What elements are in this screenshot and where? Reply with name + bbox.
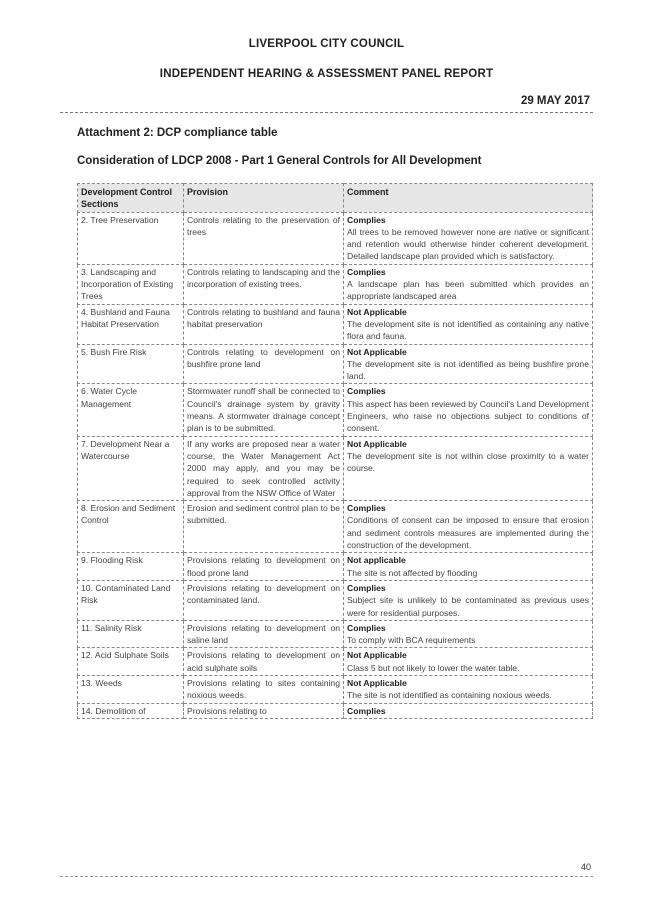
report-title: INDEPENDENT HEARING & ASSESSMENT PANEL REPORT	[159, 68, 494, 80]
compliance-status: Not Applicable	[347, 306, 407, 317]
row-section: 14. Demolition of	[78, 703, 184, 718]
compliance-status: Complies	[347, 622, 386, 633]
row-comment-cell	[344, 675, 593, 703]
row-comment: The development site is not identified as being bushfire prone land.	[347, 358, 589, 382]
compliance-status: Complies	[347, 503, 386, 514]
attachment-title: Attachment 2: DCP compliance table	[77, 127, 278, 139]
compliance-status: Complies	[347, 582, 386, 593]
row-comment-cell	[344, 304, 593, 344]
row-provision: Provisions relating to development on contaminated land.	[184, 580, 344, 620]
table-row	[78, 304, 593, 344]
compliance-status: Complies	[347, 266, 386, 277]
table-row	[78, 648, 593, 676]
page-number: 40	[580, 862, 591, 872]
compliance-status: Complies	[347, 386, 386, 397]
row-section: 6. Water Cycle Management	[78, 384, 184, 436]
council-name: LIVERPOOL CITY COUNCIL	[248, 38, 405, 50]
row-provision: Controls relating to development on bushfire prone land	[184, 344, 344, 384]
table-row	[78, 580, 593, 620]
dcp-compliance-table	[77, 183, 593, 719]
row-comment-cell	[344, 344, 593, 384]
table-row	[78, 436, 593, 500]
row-provision: Erosion and sediment control plan to be submitted.	[184, 501, 344, 553]
row-comment: All trees to be removed however none are native or significant and retention would otherwise hinder coherent development. Detailed landscape plan provided which is satisfactory.	[347, 226, 589, 262]
row-comment: This aspect has been reviewed by Council's Land Development Engineers, who raise no objections subject to conditions of consent.	[347, 398, 589, 434]
row-section: 13. Weeds	[78, 675, 184, 703]
row-comment: Subject site is unlikely to be contaminated as previous uses were for residential purposes.	[347, 595, 589, 618]
row-comment-cell	[344, 384, 593, 436]
row-comment-cell	[344, 580, 593, 620]
row-comment-cell	[344, 212, 593, 264]
column-header-comment: Comment	[344, 184, 593, 213]
row-comment-cell	[344, 620, 593, 648]
header-divider	[60, 112, 593, 113]
table-row	[78, 553, 593, 581]
table-row	[78, 675, 593, 703]
footer-divider	[60, 876, 593, 877]
report-date: 29 MAY 2017	[520, 95, 590, 107]
row-comment: Class 5 but not likely to lower the water table.	[347, 662, 520, 673]
row-section: 3. Landscaping and Incorporation of Existing Trees	[78, 264, 184, 304]
row-provision: Controls relating to the preservation of trees	[184, 212, 344, 264]
row-comment: To comply with BCA requirements	[347, 635, 476, 646]
table-row	[78, 212, 593, 264]
column-header-provision: Provision	[184, 184, 344, 213]
row-section: 5. Bush Fire Risk	[78, 344, 184, 384]
table-body	[78, 212, 593, 718]
compliance-status: Complies	[347, 705, 386, 716]
table-row	[78, 703, 593, 718]
row-comment-cell	[344, 501, 593, 553]
consideration-title: Consideration of LDCP 2008 - Part 1 General Controls for All Development	[77, 155, 482, 167]
compliance-status: Not Applicable	[347, 346, 407, 357]
compliance-status: Not applicable	[347, 555, 406, 566]
table-row	[78, 344, 593, 384]
row-comment: The site is not identified as containing noxious weeds.	[347, 690, 552, 701]
row-section: 10. Contaminated Land Risk	[78, 580, 184, 620]
row-section: 4. Bushland and Fauna Habitat Preservation	[78, 304, 184, 344]
row-section: 7. Development Near a Watercourse	[78, 436, 184, 500]
table-row	[78, 384, 593, 436]
row-comment: Conditions of consent can be imposed to ensure that erosion and sediment controls measures are implemented during the construction of the development.	[347, 515, 589, 551]
row-section: 11. Salinity Risk	[78, 620, 184, 648]
row-comment: A landscape plan has been submitted which provides an appropriate landscaped area	[347, 279, 589, 302]
row-comment: The site is not affected by flooding	[347, 567, 478, 578]
row-provision: Controls relating to landscaping and the incorporation of existing trees.	[184, 264, 344, 304]
row-comment-cell	[344, 553, 593, 581]
row-comment: The development site is not within close proximity to a water course.	[347, 450, 589, 474]
row-comment-cell	[344, 264, 593, 304]
row-provision: Provisions relating to development on saline land	[184, 620, 344, 648]
row-comment-cell	[344, 703, 593, 718]
row-provision: Provisions relating to sites containing noxious weeds.	[184, 675, 344, 703]
compliance-status: Not Applicable	[347, 677, 407, 688]
row-provision: Stormwater runoff shall be connected to Council's drainage system by gravity means. A stormwater drainage concept plan is to be submitted.	[184, 384, 344, 436]
row-provision: Provisions relating to	[184, 703, 344, 718]
row-section: 2. Tree Preservation	[78, 212, 184, 264]
row-comment-cell	[344, 648, 593, 676]
table-row	[78, 620, 593, 648]
compliance-status: Not Applicable	[347, 650, 407, 661]
table-row	[78, 264, 593, 304]
row-provision: Controls relating to bushland and fauna habitat preservation	[184, 304, 344, 344]
row-provision: Provisions relating to development on acid sulphate soils	[184, 648, 344, 676]
row-provision: If any works are proposed near a water course, the Water Management Act 2000 may apply, and you may be required to seek controlled activity approval from the NSW Office of Water	[184, 436, 344, 500]
row-comment-cell	[344, 436, 593, 500]
table-header-row	[78, 184, 593, 213]
column-header-section: Development Control Sections	[78, 184, 184, 213]
table-row	[78, 501, 593, 553]
compliance-status: Not Applicable	[347, 438, 407, 449]
row-section: 9. Flooding Risk	[78, 553, 184, 581]
row-provision: Provisions relating to development on flood prone land	[184, 553, 344, 581]
row-section: 12. Acid Sulphate Soils	[78, 648, 184, 676]
row-comment: The development site is not identified as containing any native flora and fauna.	[347, 318, 589, 342]
row-section: 8. Erosion and Sediment Control	[78, 501, 184, 553]
compliance-status: Complies	[347, 214, 386, 225]
